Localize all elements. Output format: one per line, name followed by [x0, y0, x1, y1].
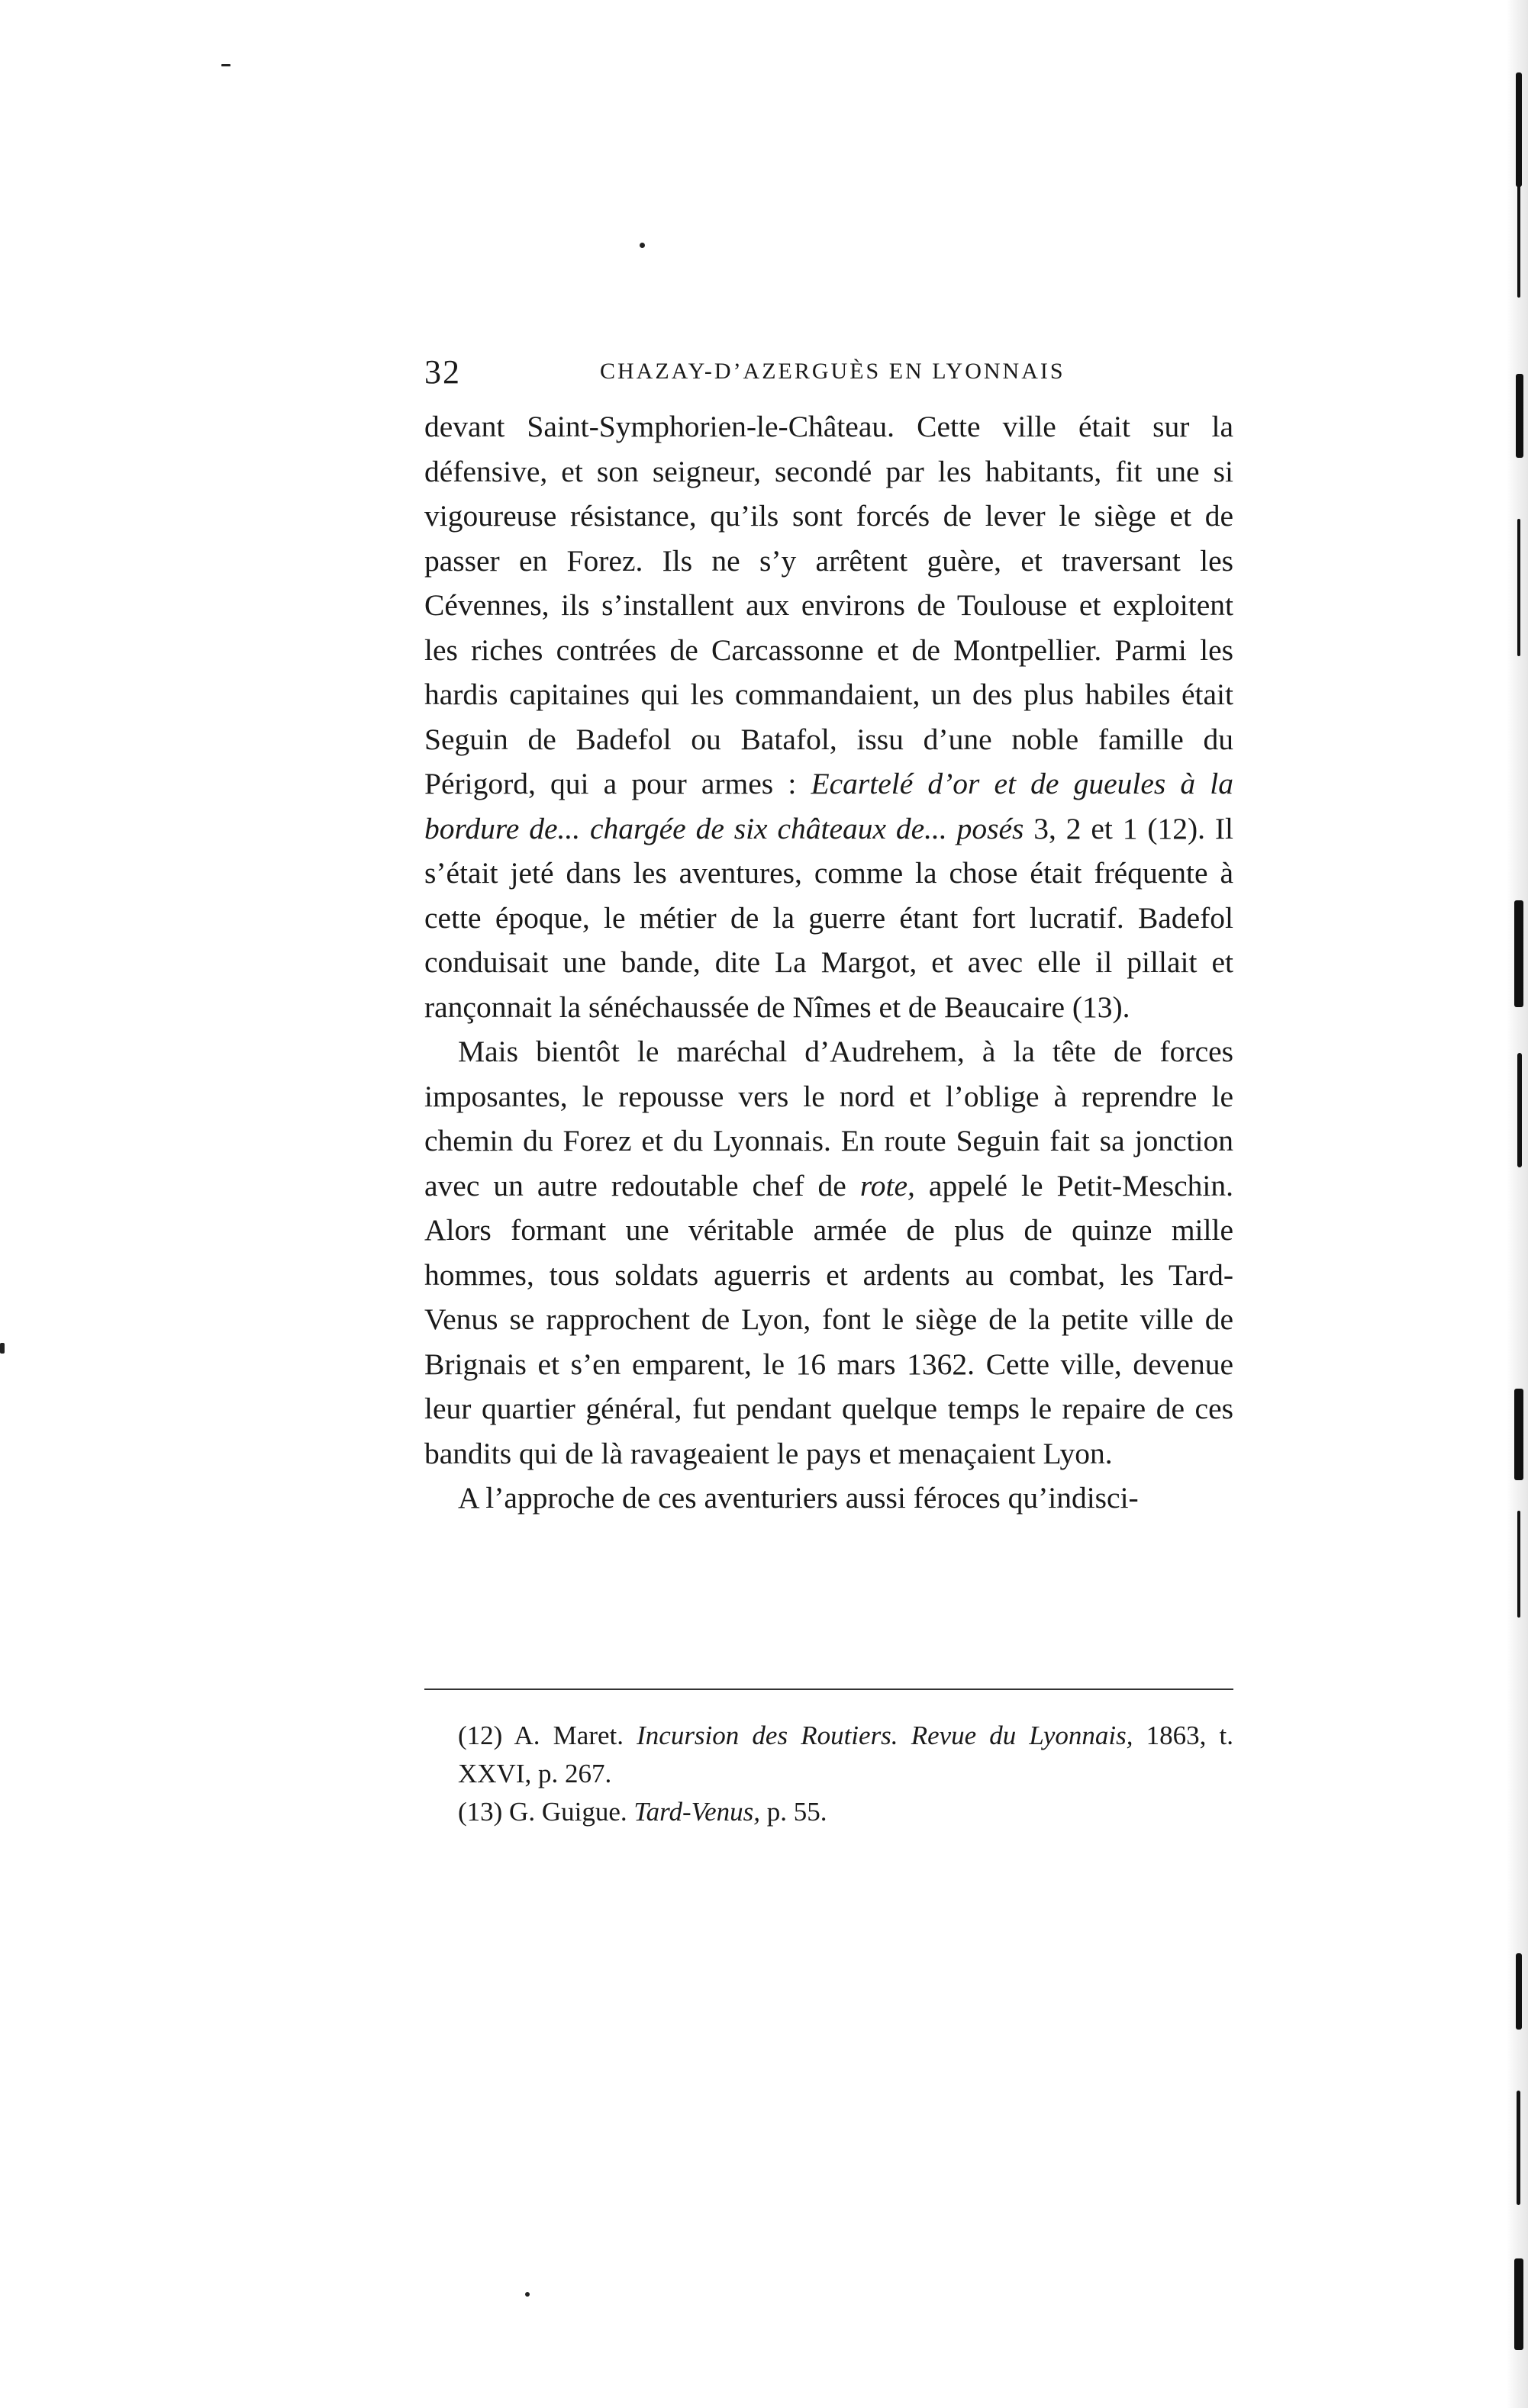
- scan-mark: [1517, 519, 1520, 656]
- scan-mark: [1516, 72, 1522, 187]
- paragraph-2: [424, 1029, 1233, 1476]
- footnote-rest: 1863, t. XXVI, p. 267.: [458, 1721, 1233, 1788]
- scan-mark: [1516, 374, 1523, 458]
- scan-speck: [0, 1343, 5, 1354]
- footnotes: [424, 1717, 1233, 1831]
- footnote-12: [424, 1717, 1233, 1793]
- page-number: 32: [424, 353, 461, 391]
- footnote-13: [424, 1793, 1233, 1831]
- scan-speck: [525, 2292, 530, 2297]
- scan-mark: [1517, 2091, 1520, 2205]
- scan-edge: [1507, 0, 1528, 2408]
- footnote-rest: p. 55.: [760, 1797, 827, 1827]
- scan-mark: [1517, 1511, 1520, 1618]
- footnote-work: Incursion des Routiers. Revue du Lyonnais,: [637, 1721, 1133, 1750]
- scan-mark: [1517, 175, 1520, 298]
- arms-blazon: Ecartelé d’or et de gueules à la bordure de... chargée de six châteaux de... posés: [424, 767, 1234, 845]
- header-title: CHAZAY-D’AZERGUÈS EN LYONNAIS: [600, 359, 1065, 384]
- paragraph-text: devant Saint-Symphorien-le-Château. Cette ville était sur la défensive, et son seigneur, secondé par les habitants, fit une si vigoureuse résistance, qu’ils sont forcés de lever le siège et de passer en Forez. Ils ne s’y arrêtent guère, et traversant les Cévennes, ils s’installent aux environs de Toulouse et exploitent les riches contrées de Carcassonne et de Montpellier. Parmi les hardis capitaines qui les commandaient, un des plus habiles était Seguin de Badefol ou Batafol, issu d’une noble famille du Périgord, qui a pour armes :: [424, 410, 1233, 800]
- main-text: [424, 404, 1233, 1521]
- paragraph-text: appelé le Petit-Meschin. Alors formant une véritable armée de plus de quinze mille hommes, tous soldats aguerris et ardents au combat, les Tard-Venus se rapprochent de Lyon, font le siège de la petite ville de Brignais et s’en emparent, le 16 mars 1362. Cette ville, devenue leur quartier général, fut pendant quelque temps le repaire de ces bandits qui de là ravageaient le pays et menaçaient Lyon.: [424, 1168, 1233, 1470]
- scan-mark: [1517, 1053, 1522, 1167]
- scan-mark: [1516, 1953, 1522, 2030]
- scan-speck: [640, 243, 645, 248]
- paragraph-3: [424, 1476, 1233, 1521]
- paragraph-1: [424, 404, 1233, 1029]
- running-head: [424, 353, 1233, 398]
- paragraph-text: A l’approche de ces aventuriers aussi féroces qu’indisci-: [458, 1481, 1139, 1515]
- footnote-rule: [424, 1688, 1233, 1690]
- scan-mark: [1514, 1389, 1523, 1480]
- footnote-label: (12) A. Maret.: [458, 1721, 637, 1750]
- paragraph-text: 3, 2 et 1 (12). Il s’était jeté dans les aventures, comme la chose était fréquente à cette époque, le métier de la guerre étant fort lucratif. Badefol conduisait une bande, dite La Margot, et avec elle il pillait et rançonnait la sénéchaussée de Nîmes et de Beaucaire (13).: [424, 811, 1233, 1024]
- scan-speck: [221, 64, 230, 66]
- paragraph-text: Mais bientôt le maréchal d’Audrehem, à la tête de forces imposantes, le repousse vers le nord et l’oblige à reprendre le chemin du Forez et du Lyonnais. En route Seguin fait sa jonction avec un autre redoutable chef de: [424, 1035, 1233, 1202]
- scan-mark: [1514, 900, 1523, 1007]
- italic-term: rote,: [859, 1168, 915, 1202]
- scan-mark: [1514, 2258, 1523, 2350]
- footnote-work: Tard-Venus,: [633, 1797, 761, 1827]
- footnote-label: (13) G. Guigue.: [458, 1797, 634, 1827]
